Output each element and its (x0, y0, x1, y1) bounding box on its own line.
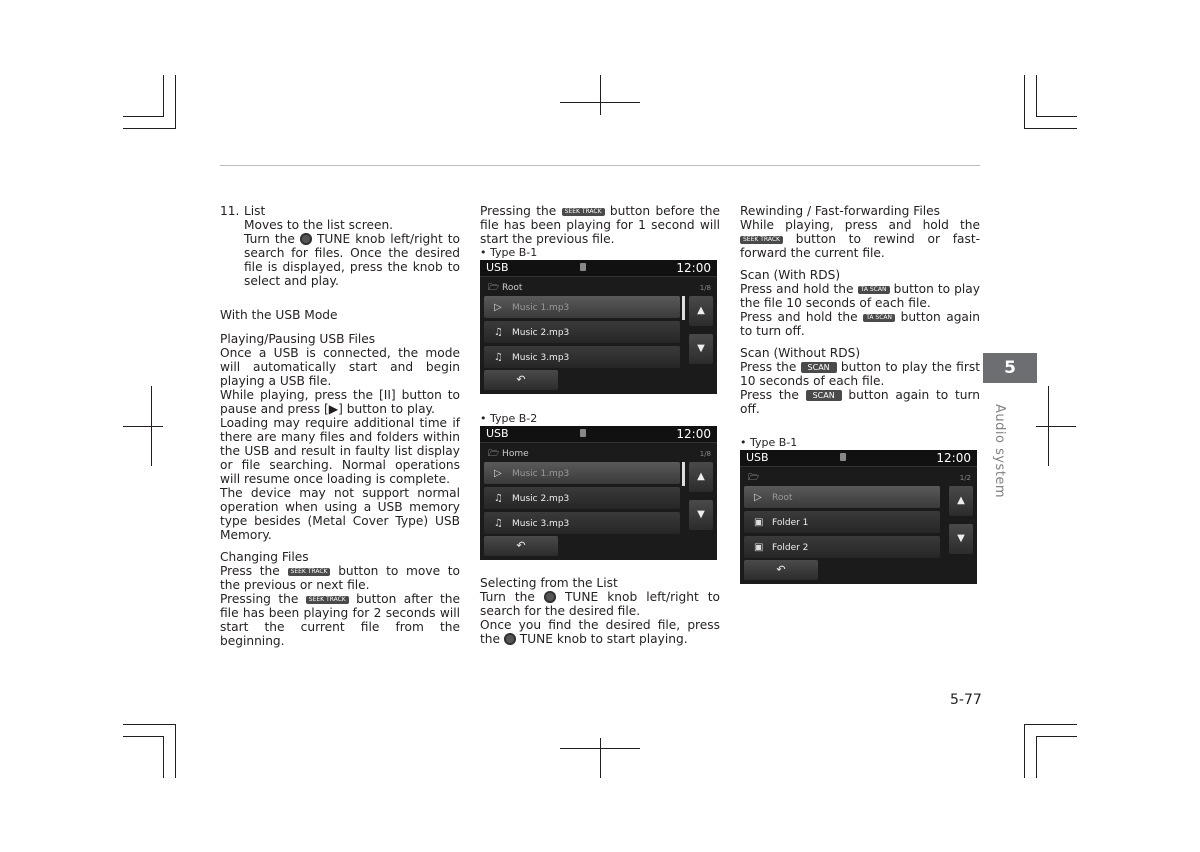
item-label: Music 3.mp3 (512, 519, 570, 529)
seek-track-button-icon: SEEK TRACK (562, 208, 605, 216)
crop-mark (123, 116, 163, 117)
paragraph (480, 590, 720, 618)
path-bar (484, 444, 713, 460)
tune-label: TUNE (316, 232, 351, 246)
usb-mode-heading: With the USB Mode (220, 308, 338, 322)
music-note-icon: ♫ (494, 493, 503, 504)
paragraph (740, 360, 980, 388)
item-title: List (244, 204, 266, 218)
scroll-up-button[interactable] (689, 462, 713, 492)
usb-folder-screen (740, 450, 977, 584)
folder-icon: ▣ (754, 542, 764, 553)
status-bar (480, 426, 717, 443)
back-button[interactable] (744, 560, 818, 580)
column-3 (740, 204, 980, 584)
scroll-down-button[interactable] (689, 334, 713, 364)
item-label: Music 2.mp3 (512, 494, 570, 504)
crop-mark (123, 724, 175, 725)
text: Pressing the (480, 204, 557, 218)
ta-scan-button-icon: TA SCAN (863, 314, 895, 322)
item-desc-1: Moves to the list screen. (244, 218, 394, 232)
scrollbar[interactable] (682, 462, 685, 486)
play-circle-icon: ▷ (494, 468, 502, 479)
play-circle-icon: ▷ (754, 492, 762, 503)
text: button to play the first 10 seconds of each file. (740, 360, 980, 388)
list-item[interactable] (744, 486, 940, 508)
paragraph (220, 564, 460, 592)
page-indicator: 1/2 (959, 474, 971, 482)
crop-mark (1036, 75, 1037, 117)
usb-screen-type-b1 (480, 260, 717, 394)
status-bar (480, 260, 717, 277)
text: button to play the file 10 seconds of each file. (740, 282, 980, 310)
type-label: • Type B-1 (740, 436, 798, 449)
list-item[interactable] (744, 536, 940, 558)
scan-button-icon: SCAN (801, 362, 837, 373)
clock: 12:00 (676, 427, 711, 441)
folder-open-icon: 🗁 (488, 283, 500, 293)
tune-knob-icon (544, 591, 556, 603)
item-number: 11. (220, 204, 240, 218)
back-arrow-icon: ↶ (776, 563, 786, 576)
paragraph (740, 218, 980, 260)
text: button after the file has been playing for 2 seconds will start the current file from the beginning. (220, 592, 461, 648)
arrow-down-icon: ▼ (697, 509, 705, 520)
text: button before the file has been playing for 1 second will start the previous file. (480, 204, 721, 246)
chapter-tab: 5 (983, 353, 1037, 383)
scan-rds-heading: Scan (With RDS) (740, 268, 841, 282)
scroll-down-button[interactable] (949, 524, 973, 554)
item-label: Music 1.mp3 (512, 303, 570, 313)
usb-icon (840, 453, 846, 461)
paragraph (220, 592, 460, 648)
back-button[interactable] (484, 536, 558, 556)
list-item-11 (220, 204, 460, 218)
text: button again to turn off. (740, 310, 981, 338)
item-label: Music 3.mp3 (512, 353, 570, 363)
folder-path (748, 471, 759, 485)
arrow-up-icon: ▲ (697, 305, 705, 316)
paragraph: While playing, press the [II] button to pause and press [▶] button to play. (220, 388, 460, 416)
paragraph: The device may not support normal operation when using a USB memory type besides (Metal Cover Type) USB Memory. (220, 486, 460, 542)
back-arrow-icon: ↶ (516, 373, 526, 386)
text: Pressing the (220, 592, 299, 606)
paragraph (480, 618, 720, 646)
scan-button-icon: SCAN (806, 390, 842, 401)
text: knob to start playing. (556, 632, 688, 646)
folder-open-icon: 🗁 (488, 449, 500, 459)
crop-mark (1024, 724, 1025, 778)
list-item[interactable] (484, 346, 680, 368)
crop-mark (123, 426, 163, 427)
folder-path (488, 281, 522, 295)
seek-track-button-icon: SEEK TRACK (288, 568, 331, 576)
crop-mark (1024, 724, 1077, 725)
text: knob left/right to search for the desired file. (480, 590, 720, 618)
folder-open-icon: 🗁 (748, 473, 760, 483)
usb-screen-type-b2 (480, 426, 717, 560)
crop-mark (175, 724, 176, 778)
crop-mark (1036, 426, 1076, 427)
scrollbar[interactable] (682, 296, 685, 320)
item-desc-2 (220, 232, 460, 288)
arrow-down-icon: ▼ (957, 533, 965, 544)
header-rule (220, 165, 980, 166)
item-label: Folder 1 (772, 518, 809, 528)
crop-mark (1036, 116, 1077, 117)
changing-files-heading: Changing Files (220, 550, 309, 564)
type-label: • Type B-2 (480, 412, 538, 425)
page-number: 5-77 (950, 692, 982, 708)
page-indicator: 1/8 (699, 284, 711, 292)
tune-label: TUNE (519, 632, 553, 646)
text: Press and hold the (740, 310, 858, 324)
crop-mark (1036, 736, 1077, 737)
item-label: Music 2.mp3 (512, 328, 570, 338)
crop-mark (560, 748, 640, 749)
paragraph (740, 310, 980, 338)
crop-mark (1024, 75, 1025, 129)
arrow-down-icon: ▼ (697, 343, 705, 354)
path-label: Home (502, 449, 529, 459)
scroll-down-button[interactable] (689, 500, 713, 530)
text: Press the (220, 564, 280, 578)
list-item[interactable] (744, 511, 940, 533)
playing-pausing-heading: Playing/Pausing USB Files (220, 332, 376, 346)
paragraph (740, 388, 980, 416)
arrow-up-icon: ▲ (957, 495, 965, 506)
section-label (991, 404, 1007, 504)
music-note-icon: ♫ (494, 518, 503, 529)
list-item[interactable] (484, 321, 680, 343)
type-label: • Type B-1 (480, 246, 538, 259)
text: While playing, press and hold the (740, 218, 980, 232)
crop-mark (163, 75, 164, 117)
text: Press the (740, 360, 797, 374)
clock: 12:00 (676, 261, 711, 275)
tune-label: TUNE (564, 590, 599, 604)
list-item[interactable] (484, 512, 680, 534)
list-item[interactable] (484, 487, 680, 509)
crop-mark (600, 738, 601, 778)
source-label: USB (486, 261, 509, 274)
tune-knob-icon (300, 233, 312, 245)
path-bar (744, 468, 973, 484)
page-indicator: 1/8 (699, 450, 711, 458)
text: knob left/right to search for files. Once the desired file is displayed, press the knob to select and play. (244, 232, 460, 288)
column-2 (480, 204, 720, 646)
list-item[interactable] (484, 296, 680, 318)
clock: 12:00 (936, 451, 971, 465)
status-bar (740, 450, 977, 467)
crop-mark (1036, 736, 1037, 778)
item-label: Root (772, 493, 793, 503)
text: button to move to the previous or next file. (220, 564, 461, 592)
crop-mark (175, 75, 176, 129)
crop-mark (123, 736, 163, 737)
paragraph: Once a USB is connected, the mode will automatically start and begin playing a USB file. (220, 346, 460, 388)
seek-track-button-icon: SEEK TRACK (740, 236, 783, 244)
list-item[interactable] (484, 462, 680, 484)
back-button[interactable] (484, 370, 558, 390)
seek-track-button-icon: SEEK TRACK (306, 596, 349, 604)
paragraph: Loading may require additional time if there are many files and folders within the USB and result in faulty list display or file searching. Normal operations will resume once loading is complete. (220, 416, 460, 486)
text: button to rewind or fast-forward the current file. (740, 232, 980, 260)
folder-path (488, 447, 529, 461)
crop-mark (560, 102, 640, 103)
paragraph (740, 282, 980, 310)
text: Press the (740, 388, 799, 402)
arrow-up-icon: ▲ (697, 471, 705, 482)
usb-icon (580, 263, 586, 271)
scroll-up-button[interactable] (949, 486, 973, 516)
crop-mark (1024, 128, 1077, 129)
scan-no-rds-heading: Scan (Without RDS) (740, 346, 861, 360)
path-label: Root (502, 283, 523, 293)
crop-mark (123, 128, 175, 129)
tune-knob-icon (504, 633, 516, 645)
item-label: Folder 2 (772, 543, 809, 553)
back-arrow-icon: ↶ (516, 539, 526, 552)
text: Once you find the desired file, press the (480, 618, 720, 646)
crop-mark (600, 75, 601, 115)
scroll-up-button[interactable] (689, 296, 713, 326)
rewind-heading: Rewinding / Fast-forwarding Files (740, 204, 941, 218)
text: Turn the (480, 590, 535, 604)
paragraph (480, 204, 720, 246)
music-note-icon: ♫ (494, 352, 503, 363)
ta-scan-button-icon: TA SCAN (858, 286, 890, 294)
text: button again to turn off. (740, 388, 980, 416)
source-label: USB (486, 427, 509, 440)
usb-icon (580, 429, 586, 437)
column-1 (220, 204, 460, 648)
section-text: Audio system (992, 404, 1007, 499)
selecting-heading: Selecting from the List (480, 576, 618, 590)
crop-mark (163, 736, 164, 778)
text: Press and hold the (740, 282, 854, 296)
source-label: USB (746, 451, 769, 464)
play-circle-icon: ▷ (494, 302, 502, 313)
path-bar (484, 278, 713, 294)
text: Turn the (244, 232, 295, 246)
item-label: Music 1.mp3 (512, 469, 570, 479)
music-note-icon: ♫ (494, 327, 503, 338)
folder-icon: ▣ (754, 517, 764, 528)
